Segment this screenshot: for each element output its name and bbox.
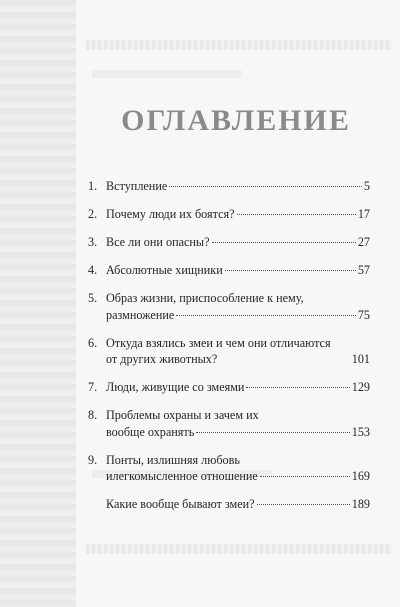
entry-title-line: Проблемы охраны и зачем их xyxy=(106,408,259,422)
entry-page-number: 75 xyxy=(357,307,370,322)
entry-number: 7. xyxy=(88,380,98,394)
toc-entry[interactable] xyxy=(88,206,370,223)
toc-entry[interactable] xyxy=(88,234,370,251)
entry-page-number: 169 xyxy=(351,469,370,483)
page-title: ОГЛАВЛЕНИЕ xyxy=(121,104,351,137)
entry-number: 4. xyxy=(88,263,98,277)
entry-title: илегкомысленное отношение xyxy=(106,469,258,483)
entry-title: вообще охранять xyxy=(106,424,195,439)
dot-leader xyxy=(260,476,350,477)
toc-entry[interactable] xyxy=(88,496,370,513)
entry-title: Вступление xyxy=(106,179,168,193)
entry-title: Люди, живущие со змеями xyxy=(106,380,245,394)
toc-list xyxy=(88,178,370,524)
entry-page-number: 189 xyxy=(351,497,370,511)
entry-title: от других животных? xyxy=(106,352,218,366)
toc-entry[interactable] xyxy=(88,407,370,440)
entry-title-line: Откуда взялись змеи и чем они отличаются xyxy=(106,335,331,350)
dot-leader xyxy=(225,270,356,271)
entry-page-number: 57 xyxy=(357,263,370,277)
entry-title: Почему люди их боятся? xyxy=(106,207,235,221)
dot-leader xyxy=(246,387,349,388)
entry-number: 5. xyxy=(88,291,98,305)
leader-space xyxy=(219,359,349,360)
entry-page-number: 5 xyxy=(363,179,370,193)
dot-leader xyxy=(237,214,356,215)
dot-leader xyxy=(176,315,356,316)
toc-entry[interactable] xyxy=(88,379,370,396)
entry-page-number: 129 xyxy=(351,380,370,394)
entry-page-number: 101 xyxy=(351,352,370,366)
entry-title-line: Образ жизни, приспособление к нему, xyxy=(106,291,304,305)
page-edge xyxy=(0,0,77,607)
dot-leader xyxy=(196,432,349,433)
entry-page-number: 27 xyxy=(357,235,370,249)
entry-page-number: 153 xyxy=(351,424,370,439)
top-decorative-band xyxy=(86,40,392,50)
entry-number: 1. xyxy=(88,179,98,193)
entry-number: 8. xyxy=(88,408,98,422)
entry-number: 6. xyxy=(88,335,98,350)
entry-title: Все ли они опасны? xyxy=(106,235,210,249)
entry-number: 9. xyxy=(88,452,98,467)
entry-title-line: Понты, излишняя любовь xyxy=(106,452,240,467)
entry-title: Какие вообще бывают змеи? xyxy=(106,497,255,511)
table-of-contents-page xyxy=(80,52,392,542)
entry-title: Абсолютные хищники xyxy=(106,263,223,277)
dot-leader xyxy=(212,242,356,243)
dot-leader xyxy=(257,504,350,505)
entry-number: 2. xyxy=(88,207,98,221)
toc-entry[interactable] xyxy=(88,262,370,279)
bottom-decorative-band xyxy=(86,544,392,554)
dot-leader xyxy=(169,186,362,187)
toc-entry[interactable] xyxy=(88,290,370,323)
entry-title: размножение xyxy=(106,307,175,322)
entry-number: 3. xyxy=(88,235,98,249)
toc-entry[interactable] xyxy=(88,452,370,485)
toc-entry[interactable] xyxy=(88,335,370,368)
toc-entry[interactable] xyxy=(88,178,370,195)
entry-page-number: 17 xyxy=(357,207,370,221)
